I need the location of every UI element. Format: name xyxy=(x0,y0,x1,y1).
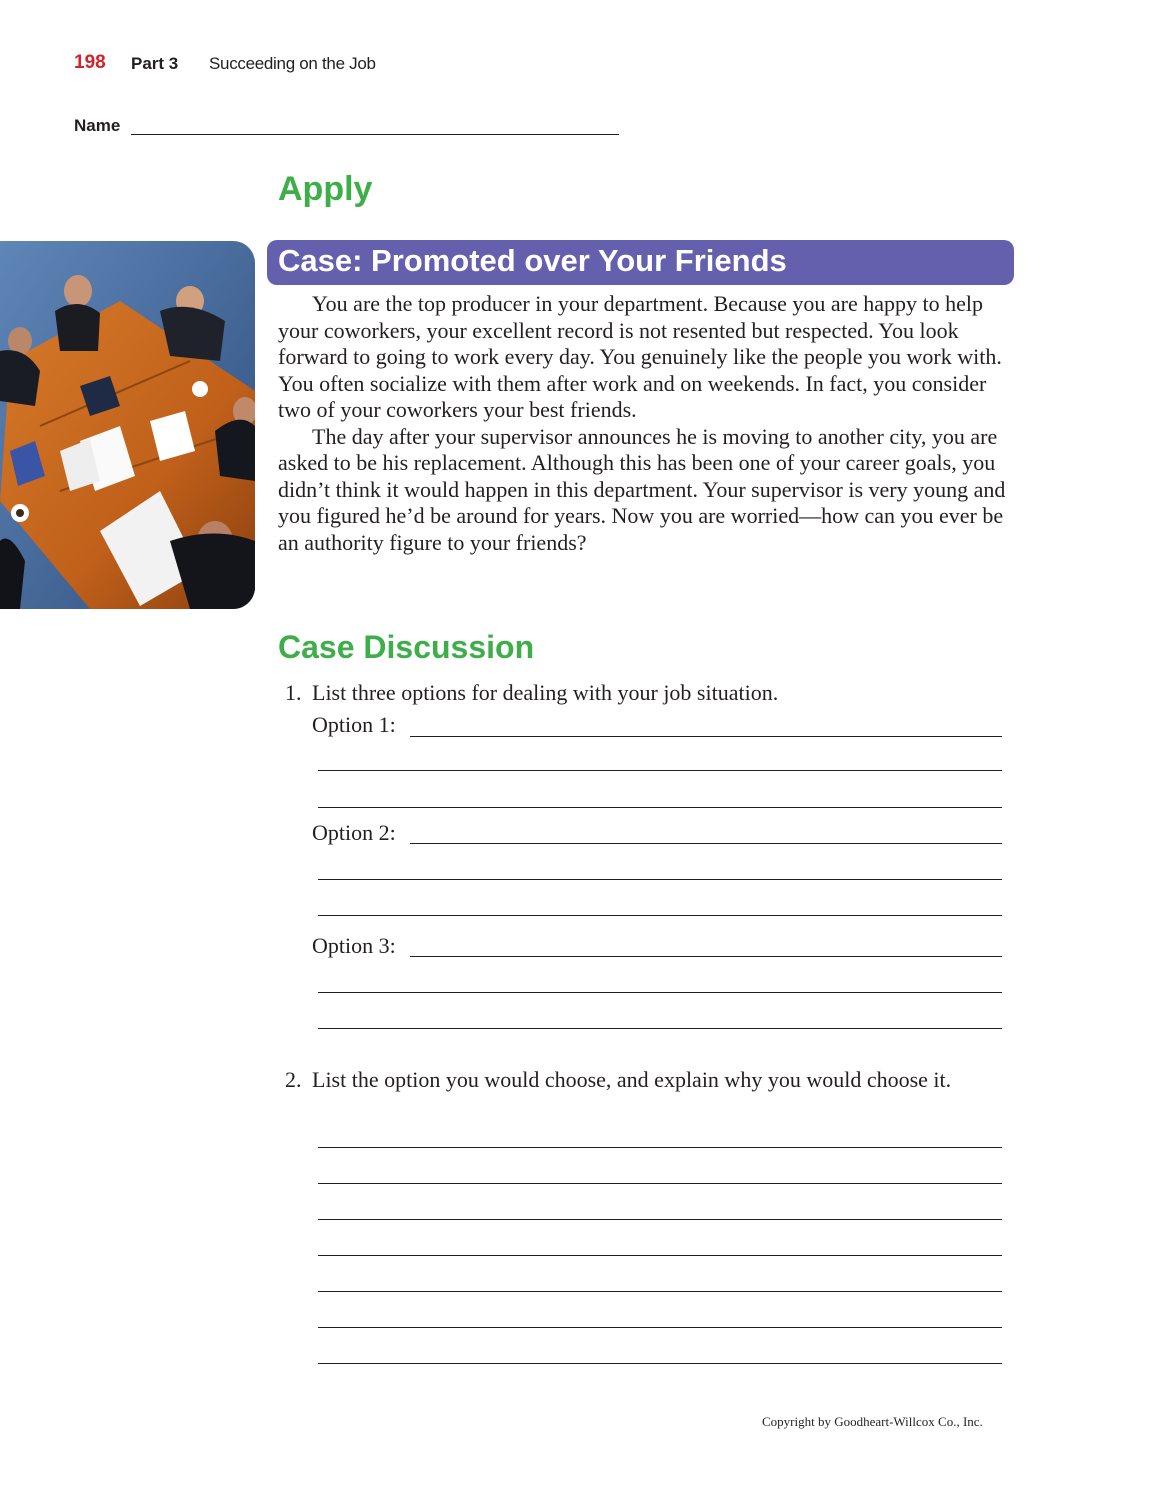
question-number: 2. xyxy=(285,1067,302,1092)
copyright-notice: Copyright by Goodheart-Willcox Co., Inc. xyxy=(762,1414,983,1429)
answer-line[interactable] xyxy=(318,1147,1002,1148)
case-title-banner xyxy=(267,240,1014,285)
case-discussion-heading: Case Discussion xyxy=(278,629,535,665)
answer-line[interactable] xyxy=(318,1183,1002,1184)
option-1-label: Option 1: xyxy=(312,712,396,737)
answer-line[interactable] xyxy=(318,770,1002,771)
page-number: 198 xyxy=(74,52,106,73)
name-field-line[interactable] xyxy=(131,134,619,135)
name-label: Name xyxy=(74,116,121,135)
answer-line[interactable] xyxy=(318,1327,1002,1328)
question-text: List three options for dealing with your job situation. xyxy=(312,680,779,705)
case-title: Case: Promoted over Your Friends xyxy=(278,243,787,278)
option-1-answer-line[interactable] xyxy=(410,736,1002,737)
part-title: Succeeding on the Job xyxy=(209,54,376,73)
option-3-answer-line[interactable] xyxy=(410,956,1002,957)
answer-line[interactable] xyxy=(318,879,1002,880)
part-label: Part 3 xyxy=(131,54,179,73)
question-text: List the option you would choose, and explain why you would choose it. xyxy=(312,1067,952,1092)
answer-line[interactable] xyxy=(318,992,1002,993)
answer-line[interactable] xyxy=(318,1028,1002,1029)
answer-line[interactable] xyxy=(318,1291,1002,1292)
office-meeting-photo xyxy=(0,241,255,609)
answer-line[interactable] xyxy=(318,915,1002,916)
apply-heading: Apply xyxy=(278,170,373,208)
case-paragraph: You are the top producer in your department. Because you are happy to help your coworkers, your excellent record is not resented but respected. You look forward to going to work every day. You genuinely like the people you work with. You often socialize with them after work and on weekends. In fact, you consider two of your coworkers your best friends. xyxy=(278,291,1002,422)
answer-line[interactable] xyxy=(318,1363,1002,1364)
case-paragraph: The day after your supervisor announces he is moving to another city, you are asked to be his replacement. Although this has been one of your career goals, you didn’t think it would happen in this department. Your supervisor is very young and you figured he’d be around for years. Now you are worried—how can you ever be an authority figure to your friends? xyxy=(278,423,1006,555)
case-text xyxy=(278,291,1008,556)
question-number: 1. xyxy=(285,680,302,705)
answer-line[interactable] xyxy=(318,807,1002,808)
answer-line[interactable] xyxy=(318,1255,1002,1256)
option-2-label: Option 2: xyxy=(312,820,396,845)
option-3-label: Option 3: xyxy=(312,933,396,958)
option-2-answer-line[interactable] xyxy=(410,843,1002,844)
answer-line[interactable] xyxy=(318,1219,1002,1220)
